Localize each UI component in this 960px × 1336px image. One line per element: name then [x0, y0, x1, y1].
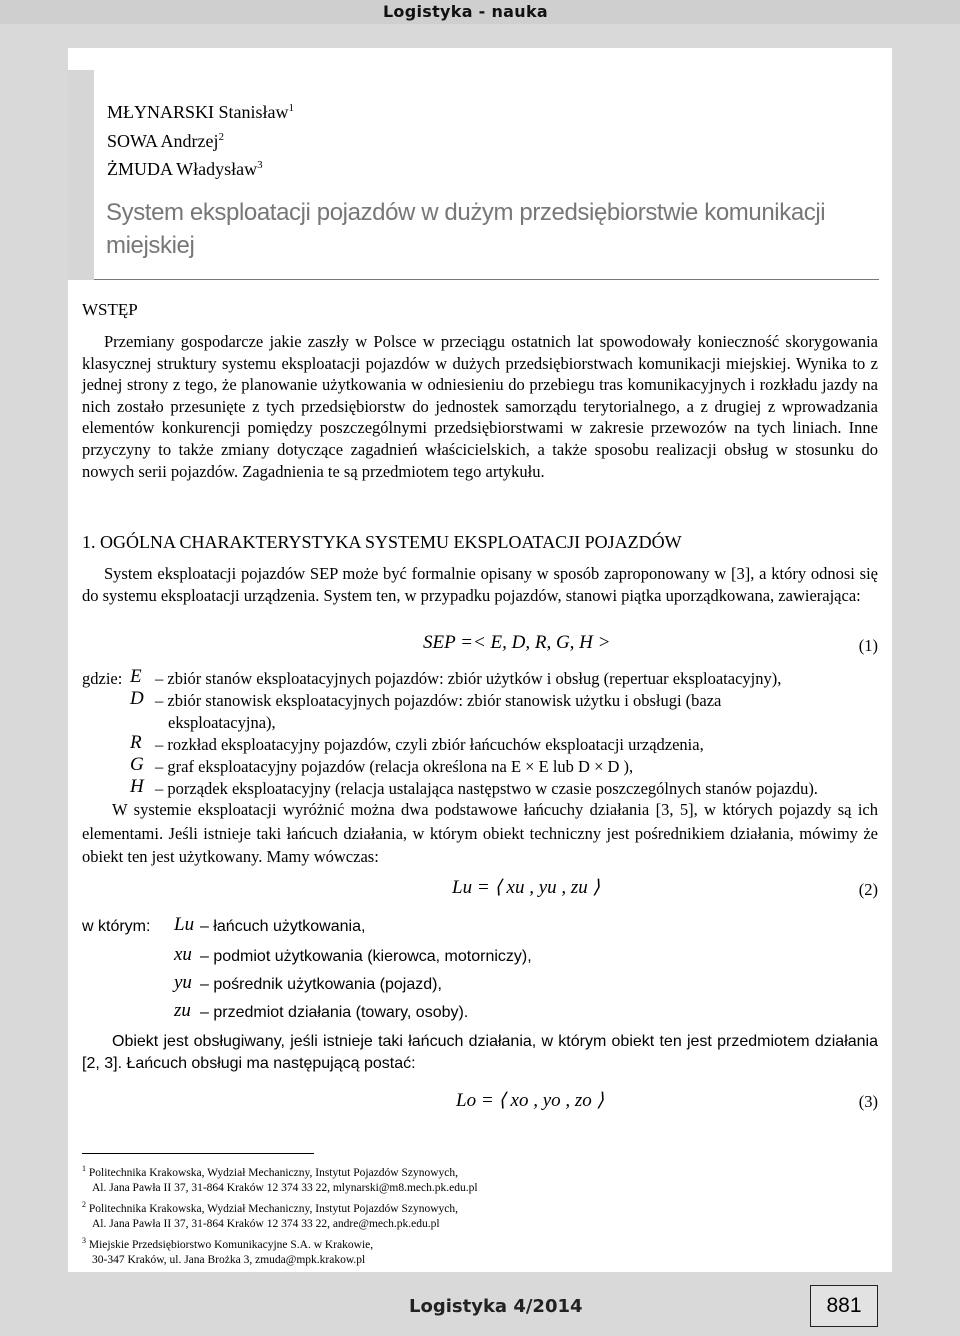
author: ŻMUDA Władysław$^3$ — [107, 159, 263, 179]
article-title: System eksploatacji pojazdów w dużym przedsiębiorstwie komunikacji miejskiej — [106, 199, 826, 259]
footnotes — [82, 1161, 478, 1268]
journal-footer: Logistyka 4/2014 — [409, 1296, 583, 1317]
author: SOWA Andrzej$^2$ — [107, 130, 224, 151]
definition-symbol: E — [130, 666, 142, 687]
equation-2: Lu = ⟨ xu , yu , zu ⟩ — [452, 877, 600, 898]
section-label: Logistyka - nauka — [382, 2, 548, 21]
page-number: 881 — [810, 1285, 878, 1327]
footnote: $^1$ Politechnika Krakowska, Wydział Mechaniczny, Instytut Pojazdów Szynowych, — [82, 1164, 459, 1179]
definition-text: – porządek eksploatacyjny (relacja ustalająca następstwo w czasie poszczególnych stanów pojazdu). — [155, 779, 818, 798]
definition-text: – zbiór stanowisk eksploatacyjnych pojazdów: zbiór stanowisk użytku i obsługi (baza — [155, 691, 722, 710]
definition-symbol: R — [130, 732, 142, 753]
journal-header-bar — [0, 0, 960, 24]
definition-text: – łańcuch użytkowania, — [200, 918, 366, 935]
definition-text: – rozkład eksploatacyjny pojazdów, czyli zbiór łańcuchów eksploatacji urządzenia, — [155, 735, 704, 754]
definition-text: – graf eksploatacyjny pojazdów (relacja określona na E × E lub D × D ), — [155, 757, 634, 776]
definition-text: – zbiór stanów eksploatacyjnych pojazdów: zbiór użytków i obsług (repertuar eksploatacyjny), — [155, 669, 782, 688]
footnote-address: Al. Jana Pawła II 37, 31-864 Kraków 12 374 33 22, andre@mech.pk.edu.pl — [92, 1218, 440, 1231]
equation-1-number: (1) — [858, 636, 878, 655]
section-paragraph: W systemie eksploatacji wyróżnić można dwa podstawowe łańcuchy działania [3, 5], w których pojazdy są ich elementami. Jeśli istnieje taki łańcuch działania, w którym obiekt techniczny jest pośrednikiem działania, mówimy że obiekt ten jest użytkowany. Mamy wówczas: — [82, 800, 878, 866]
equation-2-number: (2) — [858, 880, 878, 899]
intro-heading: WSTĘP — [82, 300, 138, 319]
section-heading: 1. OGÓLNA CHARAKTERYSTYKA SYSTEMU EKSPLOATACJI POJAZDÓW — [82, 532, 682, 552]
definition-text: eksploatacyjna), — [168, 713, 276, 732]
section-paragraph: System eksploatacji pojazdów SEP może być formalnie opisany w sposób zaproponowany w [3], a który odnosi się do systemu eksploatacji urządzenia. System ten, w przypadku pojazdów, stanowi piątka uporządkowana, zawierająca: — [82, 564, 878, 605]
footnote-address: Al. Jana Pawła II 37, 31-864 Kraków 12 374 33 22, mlynarski@m8.mech.pk.edu.pl — [92, 1182, 478, 1195]
definition-text: – pośrednik użytkowania (pojazd), — [200, 976, 442, 993]
definition-symbol: Lu — [174, 914, 195, 935]
definition-text: – podmiot użytkowania (kierowca, motorniczy), — [200, 948, 532, 965]
footnote-divider — [82, 1153, 314, 1154]
footnote: $^2$ Politechnika Krakowska, Wydział Mechaniczny, Instytut Pojazdów Szynowych, — [82, 1199, 459, 1215]
equation-3-number: (3) — [858, 1092, 878, 1111]
definition-symbol: xu — [174, 944, 192, 965]
equation-1: SEP =< E, D, R, G, H > — [423, 632, 611, 653]
equation-3: Lo = ⟨ xo , yo , zo ⟩ — [456, 1090, 604, 1111]
title-accent-bar — [68, 70, 94, 280]
author: MŁYNARSKI Stanisław$^1$ — [107, 102, 295, 122]
author-list — [107, 96, 294, 182]
footnote: $^3$ Miejskie Przedsiębiorstwo Komunikacyjne S.A. w Krakowie, — [82, 1235, 374, 1251]
footnote-address: 30-347 Kraków, ul. Jana Brożka 3, zmuda@mpk.krakow.pl — [92, 1253, 366, 1266]
definition-symbol: G — [130, 754, 144, 775]
title-divider — [94, 279, 879, 280]
definition-lead: gdzie: — [82, 669, 123, 688]
definition-symbol: D — [130, 688, 144, 709]
definition-lead: w którym: — [82, 918, 151, 935]
intro-paragraph: Przemiany gospodarcze jakie zaszły w Polsce w przeciągu ostatnich lat spowodowały konieczność skorygowania klasycznej struktury systemu eksploatacji pojazdów w dużych przedsiębiorstwach komunikacji miejskiej. Wynika to z jednej strony z tego, że planowanie użytkowania w odniesieniu do przebiegu tras komunikacyjnych i rozkładu jazdy na nich zostało przesunięte z tych przedsiębiorstw do jednostek samorządu terytorialnego, a z drugiej z wprowadzania elementów konkurencji pomiędzy poszczególnymi przedsiębiorstwami w zakresie przewozów na tych liniach. Inne przyczyny to także zmiany dotyczące zagadnień właścicielskich, a także sposobu realizacji obsług w stosunku do nowych serii pojazdów. Zagadnienia te są przedmiotem tego artykułu. — [82, 332, 878, 481]
definition-symbol: H — [130, 776, 144, 797]
section-paragraph: Obiekt jest obsługiwany, jeśli istnieje taki łańcuch działania, w którym obiekt ten jest przedmiotem działania [2, 3]. Łańcuch obsługi ma następującą postać: — [82, 1033, 878, 1072]
definition-symbol: yu — [174, 972, 192, 993]
definition-symbol: zu — [174, 1000, 191, 1021]
definition-text: – przedmiot działania (towary, osoby). — [200, 1004, 469, 1021]
